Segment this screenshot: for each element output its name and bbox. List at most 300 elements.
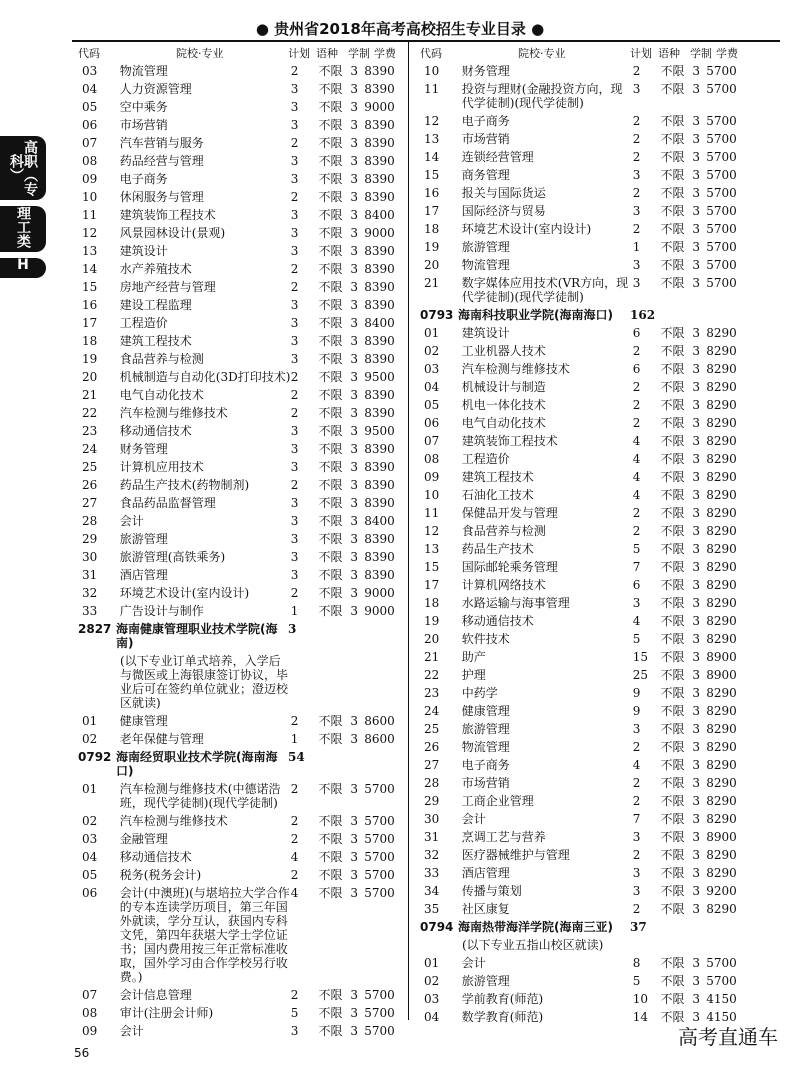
right-rows	[420, 62, 740, 1026]
cell-yrs: 3	[692, 722, 700, 736]
cell-lang: 不限	[660, 276, 685, 290]
cell-code: 23	[82, 424, 98, 438]
cell-code: 06	[82, 118, 98, 132]
cell-name: 汽车检测与维修技术(中德诺浩班，现代学徒制)(现代学徒制)	[119, 782, 281, 810]
cell-plan: 2	[632, 344, 641, 358]
cell-plan: 2	[290, 64, 299, 78]
cell-code: 20	[82, 370, 98, 384]
cell-plan: 2	[290, 388, 299, 402]
cell-code: 13	[424, 132, 440, 146]
cell-lang: 不限	[318, 118, 343, 132]
cell-code: 25	[424, 722, 440, 736]
cell-name: 软件技术	[461, 632, 510, 646]
cell-yrs: 3	[350, 370, 358, 384]
major-row	[78, 530, 398, 548]
cell-fee: 5700	[364, 886, 395, 900]
cell-plan: 3	[290, 118, 299, 132]
cell-name: 学前教育(师范)	[461, 992, 544, 1006]
cell-yrs: 3	[350, 82, 358, 96]
major-row	[78, 986, 398, 1004]
cell-name: 海南科技职业学院(海南海口)	[458, 308, 613, 322]
cell-fee: 8290	[706, 614, 737, 628]
cell-lang: 不限	[660, 812, 685, 826]
cell-code: 28	[82, 514, 98, 528]
cell-code: 10	[424, 64, 440, 78]
cell-plan: 3	[632, 722, 641, 736]
cell-lang: 不限	[660, 326, 685, 340]
cell-lang: 不限	[318, 262, 343, 276]
cell-fee: 8290	[706, 398, 737, 412]
cell-code: 29	[82, 532, 98, 546]
cell-yrs: 3	[692, 362, 700, 376]
cell-plan: 2	[632, 380, 641, 394]
cell-code: 02	[82, 732, 98, 746]
cell-yrs: 3	[692, 470, 700, 484]
cell-fee: 8290	[706, 704, 737, 718]
cell-yrs: 3	[350, 532, 358, 546]
cell-yrs: 3	[350, 100, 358, 114]
major-row	[78, 350, 398, 368]
cell-fee: 8400	[364, 514, 395, 528]
cell-fee: 9000	[364, 586, 395, 600]
cell-plan: 3	[632, 830, 641, 844]
cell-plan: 3	[632, 204, 641, 218]
cell-code: 06	[424, 416, 440, 430]
cell-name: 会计信息管理	[119, 988, 192, 1002]
major-row	[420, 900, 740, 918]
column-divider	[408, 42, 409, 1020]
cell-fee: 8390	[364, 406, 395, 420]
right-column	[420, 44, 740, 1026]
cell-lang: 不限	[318, 886, 343, 900]
cell-name: 建筑工程技术	[461, 470, 534, 484]
cell-code: 18	[424, 596, 440, 610]
major-row	[420, 432, 740, 450]
major-row	[78, 1022, 398, 1040]
cell-lang: 不限	[318, 424, 343, 438]
cell-plan: 2	[290, 262, 299, 276]
cell-plan: 2	[632, 150, 641, 164]
cell-name: 移动通信技术	[461, 614, 534, 628]
cell-name: 汽车检测与维修技术	[461, 362, 570, 376]
cell-plan: 7	[632, 812, 641, 826]
cell-name: 国际邮轮乘务管理	[461, 560, 558, 574]
cell-name: 食品药品监督管理	[119, 496, 216, 510]
cell-plan: 3	[290, 154, 299, 168]
cell-name: 电气自动化技术	[461, 416, 546, 430]
cell-code: 11	[82, 208, 98, 222]
cell-name: 工程造价	[119, 316, 168, 330]
cell-yrs: 3	[692, 380, 700, 394]
cell-fee: 8390	[364, 154, 395, 168]
cell-fee: 5700	[706, 168, 737, 182]
cell-code: 33	[424, 866, 440, 880]
cell-code: 28	[424, 776, 440, 790]
major-row	[78, 780, 398, 812]
cell-yrs: 3	[692, 434, 700, 448]
major-row	[78, 98, 398, 116]
cell-code: 16	[82, 298, 98, 312]
cell-plan: 3	[632, 168, 641, 182]
cell-plan: 2	[632, 524, 641, 538]
cell-lang: 不限	[318, 586, 343, 600]
cell-fee: 8390	[364, 334, 395, 348]
cell-lang: 不限	[660, 82, 685, 96]
cell-lang: 不限	[660, 830, 685, 844]
cell-name: 环境艺术设计(室内设计)	[461, 222, 592, 236]
cell-fee: 8290	[706, 362, 737, 376]
cell-code: 05	[82, 100, 98, 114]
major-row	[78, 116, 398, 134]
cell-code: 26	[424, 740, 440, 754]
cell-yrs: 3	[692, 168, 700, 182]
cell-plan: 4	[632, 614, 641, 628]
cell-fee: 9500	[364, 370, 395, 384]
cell-plan: 2	[290, 814, 299, 828]
cell-yrs: 3	[350, 442, 358, 456]
cell-plan: 2	[632, 132, 641, 146]
cell-lang: 不限	[660, 362, 685, 376]
cell-name: 连锁经营管理	[461, 150, 534, 164]
cell-fee: 8290	[706, 488, 737, 502]
cell-fee: 5700	[706, 114, 737, 128]
major-row	[420, 486, 740, 504]
cell-code: 22	[424, 668, 440, 682]
cell-lang: 不限	[318, 388, 343, 402]
cell-yrs: 3	[692, 686, 700, 700]
cell-name: 工业机器人技术	[461, 344, 546, 358]
cell-fee: 8390	[364, 136, 395, 150]
major-row	[420, 274, 740, 306]
cell-lang: 不限	[318, 370, 343, 384]
cell-plan: 3	[290, 442, 299, 456]
cell-lang: 不限	[660, 488, 685, 502]
cell-yrs: 3	[692, 524, 700, 538]
cell-name: 水路运输与海事管理	[461, 596, 570, 610]
cell-lang: 不限	[660, 848, 685, 862]
cell-name: 会计	[461, 956, 486, 970]
cell-lang: 不限	[318, 442, 343, 456]
cell-plan: 9	[632, 686, 641, 700]
school-note: (以下专业五指山校区就读)	[462, 938, 604, 952]
cell-code: 02	[424, 344, 440, 358]
cell-lang: 不限	[318, 568, 343, 582]
cell-lang: 不限	[660, 992, 685, 1006]
major-row	[420, 612, 740, 630]
cell-yrs: 3	[350, 850, 358, 864]
cell-fee: 8290	[706, 326, 737, 340]
cell-lang: 不限	[660, 578, 685, 592]
cell-lang: 不限	[318, 988, 343, 1002]
cell-lang: 不限	[660, 722, 685, 736]
major-row	[420, 720, 740, 738]
cell-name: 市场营销	[461, 132, 510, 146]
cell-yrs: 3	[692, 452, 700, 466]
cell-yrs: 3	[350, 732, 358, 746]
cell-plan: 3	[290, 550, 299, 564]
cell-plan: 7	[632, 560, 641, 574]
cell-lang: 不限	[660, 956, 685, 970]
cell-yrs: 3	[350, 334, 358, 348]
cell-yrs: 3	[350, 406, 358, 420]
cell-fee: 5700	[364, 850, 395, 864]
cell-name: 机械设计与制造	[461, 380, 546, 394]
major-row	[420, 504, 740, 522]
cell-lang: 不限	[660, 884, 685, 898]
cell-code: 02	[424, 974, 440, 988]
cell-fee: 8290	[706, 560, 737, 574]
cell-yrs: 3	[350, 782, 358, 796]
cell-name: 财务管理	[461, 64, 510, 78]
major-row	[420, 864, 740, 882]
cell-name: 市场营销	[461, 776, 510, 790]
cell-plan: 2	[632, 64, 641, 78]
cell-fee: 8900	[706, 668, 737, 682]
cell-lang: 不限	[318, 208, 343, 222]
cell-fee: 8290	[706, 902, 737, 916]
cell-name: 石油化工技术	[461, 488, 534, 502]
column-header: 代码 院校·专业 计划 语种 学制 学费	[420, 47, 738, 60]
cell-plan: 2	[290, 714, 299, 728]
cell-code: 29	[424, 794, 440, 808]
cell-fee: 8290	[706, 344, 737, 358]
cell-name: 国际经济与贸易	[461, 204, 546, 218]
cell-fee: 8290	[706, 794, 737, 808]
cell-fee: 5700	[706, 204, 737, 218]
cell-lang: 不限	[660, 64, 685, 78]
cell-lang: 不限	[318, 478, 343, 492]
cell-name: 计算机应用技术	[119, 460, 204, 474]
cell-fee: 8290	[706, 578, 737, 592]
school-row	[78, 620, 398, 652]
cell-name: 海南经贸职业技术学院(海南海口)	[116, 750, 278, 778]
major-row	[78, 152, 398, 170]
cell-name: 广告设计与制作	[119, 604, 204, 618]
cell-yrs: 3	[692, 812, 700, 826]
page-number: 56	[74, 1046, 90, 1060]
cell-lang: 不限	[660, 974, 685, 988]
cell-lang: 不限	[660, 204, 685, 218]
cell-fee: 5700	[364, 814, 395, 828]
cell-plan: 3	[632, 884, 641, 898]
cell-fee: 8600	[364, 714, 395, 728]
cell-lang: 不限	[318, 298, 343, 312]
cell-plan: 2	[632, 506, 641, 520]
major-row	[78, 1004, 398, 1022]
major-row	[78, 260, 398, 278]
major-row	[420, 450, 740, 468]
cell-fee: 5700	[364, 832, 395, 846]
cell-code: 16	[424, 186, 440, 200]
cell-fee: 5700	[706, 64, 737, 78]
major-row	[420, 882, 740, 900]
cell-plan: 3	[290, 334, 299, 348]
cell-code: 04	[82, 82, 98, 96]
cell-name: 旅游管理	[461, 974, 510, 988]
cell-name: 机电一体化技术	[461, 398, 546, 412]
cell-plan: 3	[290, 460, 299, 474]
cell-plan: 3	[290, 316, 299, 330]
cell-fee: 5700	[706, 132, 737, 146]
cell-name: 会计(中澳班)(与堪培拉大学合作的专本连读学历项目，第三年国外就读，学分互认，获国内专科文凭，第四年获堪大学士学位证书；国内费用按三年正常标准收取，国外学习由合作学校另行收费。)	[119, 886, 290, 984]
cell-plan: 3	[290, 298, 299, 312]
cell-yrs: 3	[350, 352, 358, 366]
cell-name: 烹调工艺与营养	[461, 830, 546, 844]
cell-name: 物流管理	[461, 740, 510, 754]
cell-plan: 25	[632, 668, 648, 682]
cell-name: 建筑装饰工程技术	[461, 434, 558, 448]
cell-code: 12	[82, 226, 98, 240]
cell-yrs: 3	[692, 82, 700, 96]
cell-yrs: 3	[692, 776, 700, 790]
major-row	[420, 846, 740, 864]
cell-fee: 8600	[364, 732, 395, 746]
cell-yrs: 3	[350, 586, 358, 600]
cell-name: 中药学	[461, 686, 498, 700]
cell-code: 25	[82, 460, 98, 474]
cell-code: 03	[424, 362, 440, 376]
cell-fee: 8290	[706, 416, 737, 430]
major-row	[78, 386, 398, 404]
cell-fee: 5700	[364, 988, 395, 1002]
cell-code: 04	[424, 1010, 440, 1024]
cell-fee: 5700	[364, 868, 395, 882]
cell-yrs: 3	[350, 190, 358, 204]
cell-yrs: 3	[350, 262, 358, 276]
cell-code: 08	[82, 1006, 98, 1020]
cell-yrs: 3	[350, 886, 358, 900]
cell-fee: 8390	[364, 280, 395, 294]
cell-plan: 2	[290, 370, 299, 384]
cell-lang: 不限	[318, 732, 343, 746]
major-row	[420, 954, 740, 972]
cell-yrs: 3	[692, 632, 700, 646]
cell-plan: 3	[632, 82, 641, 96]
cell-fee: 8290	[706, 524, 737, 538]
side-tab-category: 理工类	[0, 206, 46, 252]
major-row	[78, 206, 398, 224]
cell-plan: 2	[290, 868, 299, 882]
cell-yrs: 3	[692, 578, 700, 592]
cell-lang: 不限	[318, 190, 343, 204]
cell-yrs: 3	[350, 478, 358, 492]
major-row	[78, 242, 398, 260]
cell-fee: 5700	[706, 956, 737, 970]
cell-name: 电子商务	[461, 114, 510, 128]
cell-code: 07	[424, 434, 440, 448]
cell-fee: 8390	[364, 244, 395, 258]
cell-fee: 8290	[706, 758, 737, 772]
cell-yrs: 3	[692, 596, 700, 610]
cell-fee: 8290	[706, 470, 737, 484]
cell-yrs: 3	[692, 866, 700, 880]
cell-lang: 不限	[318, 82, 343, 96]
major-row	[78, 812, 398, 830]
cell-plan: 2	[290, 478, 299, 492]
cell-plan: 4	[290, 886, 299, 900]
page-header: ● 贵州省2018年高考高校招生专业目录 ●	[255, 20, 545, 38]
cell-yrs: 3	[350, 244, 358, 258]
major-row	[420, 990, 740, 1008]
cell-name: 物流管理	[461, 258, 510, 272]
cell-code: 21	[424, 650, 440, 664]
cell-fee: 9200	[706, 884, 737, 898]
cell-lang: 不限	[660, 632, 685, 646]
major-row	[78, 224, 398, 242]
cell-code: 04	[424, 380, 440, 394]
cell-lang: 不限	[660, 114, 685, 128]
cell-lang: 不限	[660, 416, 685, 430]
cell-fee: 8290	[706, 596, 737, 610]
cell-lang: 不限	[318, 514, 343, 528]
cell-yrs: 3	[350, 496, 358, 510]
major-row	[78, 548, 398, 566]
cell-plan: 6	[632, 326, 641, 340]
cell-name: 移动通信技术	[119, 850, 192, 864]
cell-plan: 4	[632, 758, 641, 772]
cell-name: 旅游管理	[461, 240, 510, 254]
major-row	[420, 828, 740, 846]
cell-name: 电子商务	[119, 172, 168, 186]
cell-fee: 8290	[706, 434, 737, 448]
cell-fee: 4150	[706, 992, 737, 1006]
cell-yrs: 3	[350, 118, 358, 132]
cell-code: 15	[424, 168, 440, 182]
cell-yrs: 3	[350, 298, 358, 312]
cell-lang: 不限	[660, 740, 685, 754]
cell-name: 护理	[461, 668, 486, 682]
cell-fee: 8290	[706, 506, 737, 520]
cell-plan: 1	[290, 732, 299, 746]
cell-yrs: 3	[350, 988, 358, 1002]
cell-fee: 5700	[706, 974, 737, 988]
cell-fee: 8290	[706, 686, 737, 700]
cell-plan: 3	[290, 1024, 299, 1038]
cell-plan: 3	[290, 352, 299, 366]
cell-lang: 不限	[318, 496, 343, 510]
cell-name: 酒店管理	[119, 568, 168, 582]
cell-plan: 2	[632, 114, 641, 128]
cell-name: 会计	[461, 812, 486, 826]
cell-code: 27	[424, 758, 440, 772]
cell-plan: 3	[290, 100, 299, 114]
cell-yrs: 3	[350, 604, 358, 618]
cell-name: 财务管理	[119, 442, 168, 456]
cell-plan: 3	[632, 276, 641, 290]
cell-plan: 2	[632, 740, 641, 754]
cell-name: 会计	[119, 1024, 144, 1038]
cell-plan: 4	[632, 470, 641, 484]
cell-code: 09	[424, 470, 440, 484]
cell-yrs: 3	[692, 542, 700, 556]
major-row	[420, 684, 740, 702]
cell-plan: 6	[632, 578, 641, 592]
cell-lang: 不限	[318, 1006, 343, 1020]
cell-lang: 不限	[318, 850, 343, 864]
major-row	[78, 730, 398, 748]
cell-lang: 不限	[318, 604, 343, 618]
major-row	[420, 184, 740, 202]
cell-plan: 9	[632, 704, 641, 718]
cell-lang: 不限	[660, 866, 685, 880]
major-row	[78, 404, 398, 422]
cell-name: 工商企业管理	[461, 794, 534, 808]
cell-code: 01	[424, 326, 440, 340]
cell-name: 食品营养与检测	[461, 524, 546, 538]
cell-yrs: 3	[692, 222, 700, 236]
cell-code: 17	[424, 204, 440, 218]
cell-fee: 8390	[364, 352, 395, 366]
